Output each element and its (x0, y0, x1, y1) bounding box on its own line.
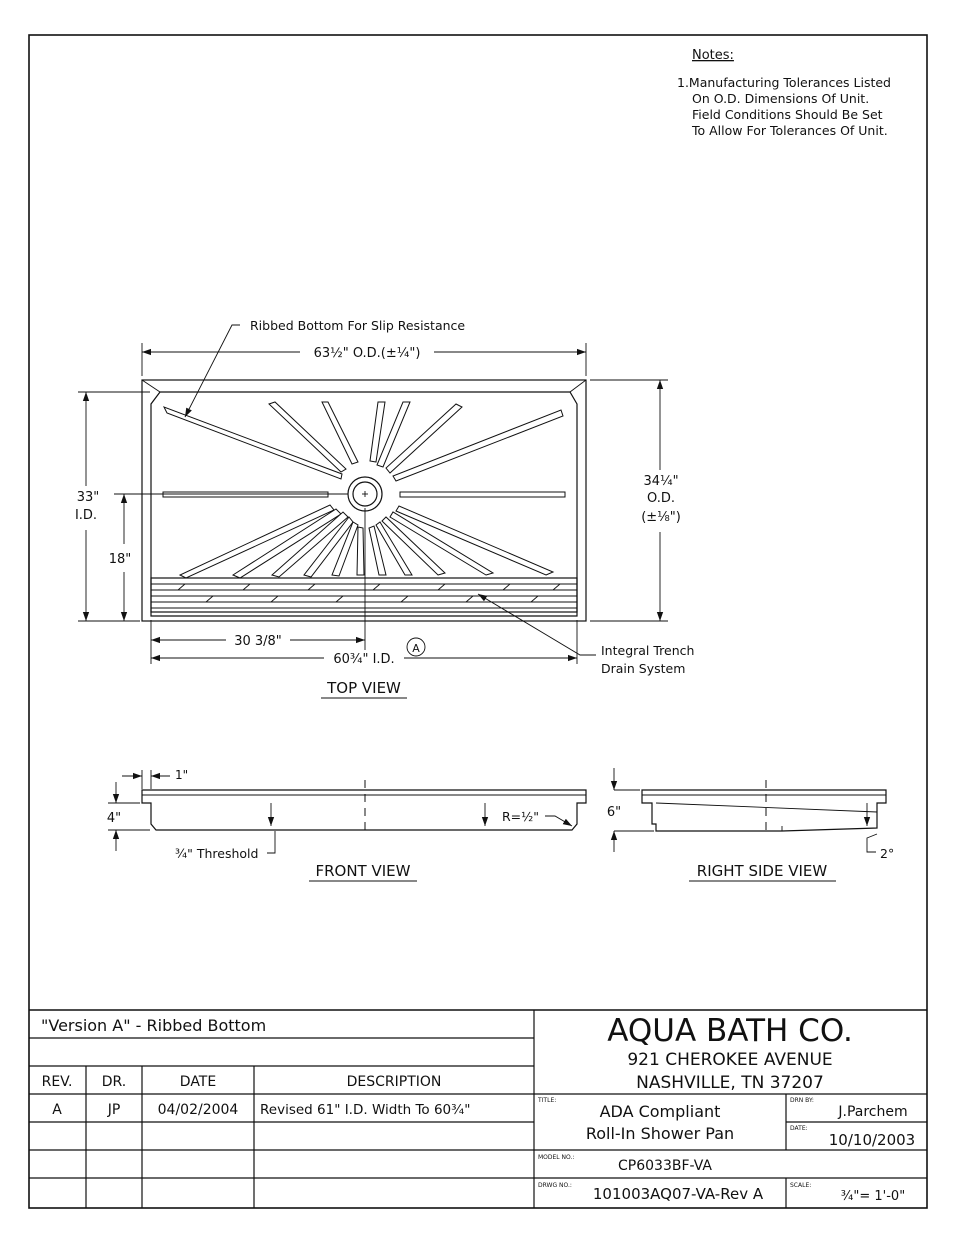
model-value: CP6033BF-VA (618, 1158, 712, 1174)
front-threshold-label: ¾" Threshold (175, 846, 259, 861)
company-address-1: 921 CHEROKEE AVENUE (627, 1050, 833, 1070)
id-depth-unit: I.D. (74, 508, 98, 523)
header-rev: REV. (41, 1074, 73, 1090)
right-slope-label: 2° (880, 846, 895, 861)
trench-callout-line1: Integral Trench (601, 643, 695, 658)
notes (677, 48, 891, 138)
drawn-by-value: J.Parchem (838, 1104, 908, 1120)
revision-rev: A (52, 1102, 62, 1118)
drawing-date-label: DATE: (790, 1125, 808, 1132)
drain-offset-label: 30 3/8" (234, 634, 282, 649)
rib-callout: Ribbed Bottom For Slip Resistance (250, 318, 466, 333)
drawing-number-label: DRWG NO.: (538, 1182, 572, 1189)
upper-ribs (164, 402, 563, 481)
trench-callout-line2: Drain System (601, 661, 686, 676)
company-address-2: NASHVILLE, TN 37207 (636, 1073, 824, 1093)
right-side-view (607, 768, 894, 881)
scale-value: ¾"= 1'-0" (840, 1189, 906, 1204)
drawing-number-value: 101003AQ07-VA-Rev A (592, 1185, 764, 1203)
revision-description: Revised 61" I.D. Width To 60¾" (260, 1102, 471, 1118)
front-view (107, 768, 586, 881)
title-field-label: TITLE: (538, 1097, 557, 1104)
od-depth-unit: O.D. (647, 491, 675, 506)
scale-label: SCALE: (790, 1182, 812, 1189)
notes-heading: Notes: (692, 48, 734, 63)
drawn-by-label: DRN BY: (790, 1097, 814, 1104)
id-depth-value: 33" (76, 490, 100, 505)
lower-ribs (180, 505, 553, 578)
header-description: DESCRIPTION (346, 1074, 442, 1090)
note-line-4: To Allow For Tolerances Of Unit. (692, 123, 888, 138)
version-label: "Version A" - Ribbed Bottom (41, 1016, 267, 1035)
trench-drain (151, 578, 577, 612)
revision-date: 04/02/2004 (157, 1102, 239, 1118)
threshold-depth-label: 18" (108, 552, 132, 567)
rib-left-horizontal (163, 492, 328, 497)
pan-outer-rim (142, 380, 586, 621)
model-label: MODEL NO.: (538, 1154, 575, 1161)
id-width-label: 60¾" I.D. (333, 652, 395, 667)
note-line-2: On O.D. Dimensions Of Unit. (692, 91, 870, 106)
right-view-title: RIGHT SIDE VIEW (696, 862, 828, 880)
note-line-3: Field Conditions Should Be Set (692, 107, 883, 122)
front-view-title: FRONT VIEW (315, 862, 411, 880)
note-line-1: 1.Manufacturing Tolerances Listed (677, 75, 891, 90)
front-wall-label: 1" (175, 768, 189, 782)
od-depth-value: 34¼" (643, 474, 679, 489)
od-width-label: 63½" O.D.(±¼") (313, 346, 421, 361)
header-dr: DR. (101, 1074, 127, 1090)
front-height-label: 4" (106, 811, 122, 826)
revision-dr: JP (107, 1102, 121, 1118)
title-block (29, 1010, 927, 1208)
drawing-title-line2: Roll-In Shower Pan (585, 1124, 735, 1143)
right-height-label: 6" (606, 805, 622, 820)
drawing-date-value: 10/10/2003 (828, 1131, 916, 1149)
rib-right-horizontal (400, 492, 565, 497)
top-view (75, 318, 695, 698)
top-view-title: TOP VIEW (327, 679, 401, 697)
front-radius-label: R=½" (502, 809, 540, 824)
drawing-title-line1: ADA Compliant (599, 1102, 721, 1121)
header-date: DATE (179, 1074, 217, 1090)
revision-marker: A (412, 642, 420, 655)
pan-inner-floor (151, 392, 577, 616)
od-depth-tolerance: (±⅛") (641, 510, 681, 525)
company-name: AQUA BATH CO. (607, 1013, 853, 1049)
